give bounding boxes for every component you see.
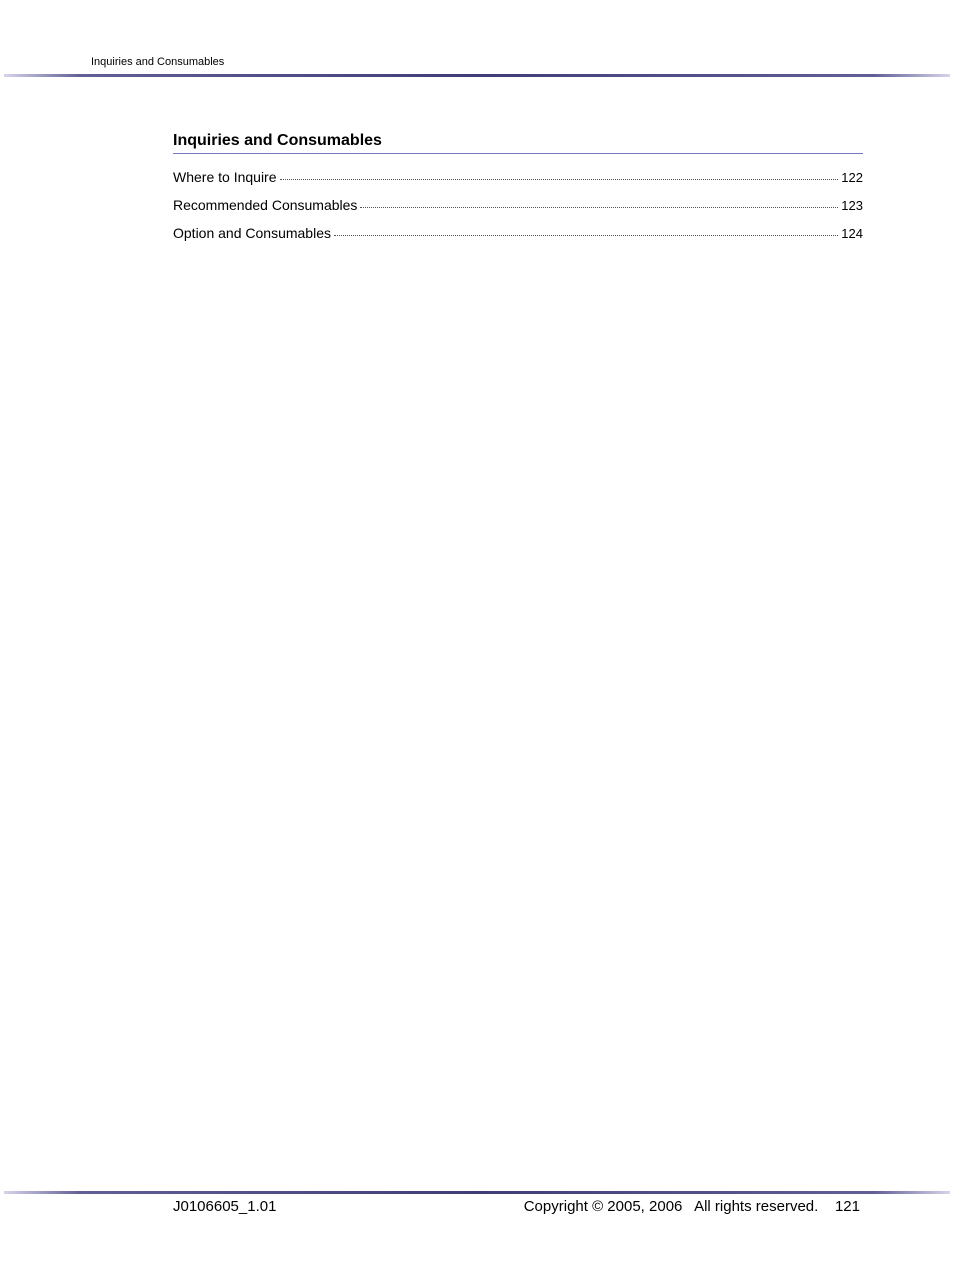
toc-entry-option-and-consumables[interactable] — [173, 225, 863, 253]
toc-entry-label[interactable]: Option and Consumables — [173, 225, 331, 241]
copyright-text: Copyright © 2005, 2006 — [523, 1198, 683, 1215]
footer-info — [524, 1198, 860, 1215]
toc-dot-leader — [280, 179, 839, 180]
section-title: Inquiries and Consumables — [173, 132, 863, 154]
toc-entry-where-to-inquire[interactable] — [173, 169, 863, 197]
toc-entry-label[interactable]: Recommended Consumables — [173, 197, 358, 213]
toc-entry-page[interactable]: 124 — [841, 226, 863, 241]
header-rule — [4, 74, 950, 77]
footer-rule — [4, 1191, 950, 1194]
toc-entry-recommended-consumables[interactable] — [173, 197, 863, 225]
toc-dot-leader — [334, 235, 838, 236]
rights-text: All rights reserved. — [694, 1198, 819, 1215]
toc-entry-page[interactable]: 123 — [841, 198, 863, 213]
running-header: Inquiries and Consumables — [91, 56, 225, 68]
toc-entry-label[interactable]: Where to Inquire — [173, 169, 277, 185]
toc-entry-page[interactable]: 122 — [841, 170, 863, 185]
page-number: 121 — [834, 1198, 860, 1215]
document-id: J0106605_1.01 — [173, 1198, 277, 1215]
table-of-contents — [173, 169, 863, 253]
toc-dot-leader — [360, 207, 838, 208]
